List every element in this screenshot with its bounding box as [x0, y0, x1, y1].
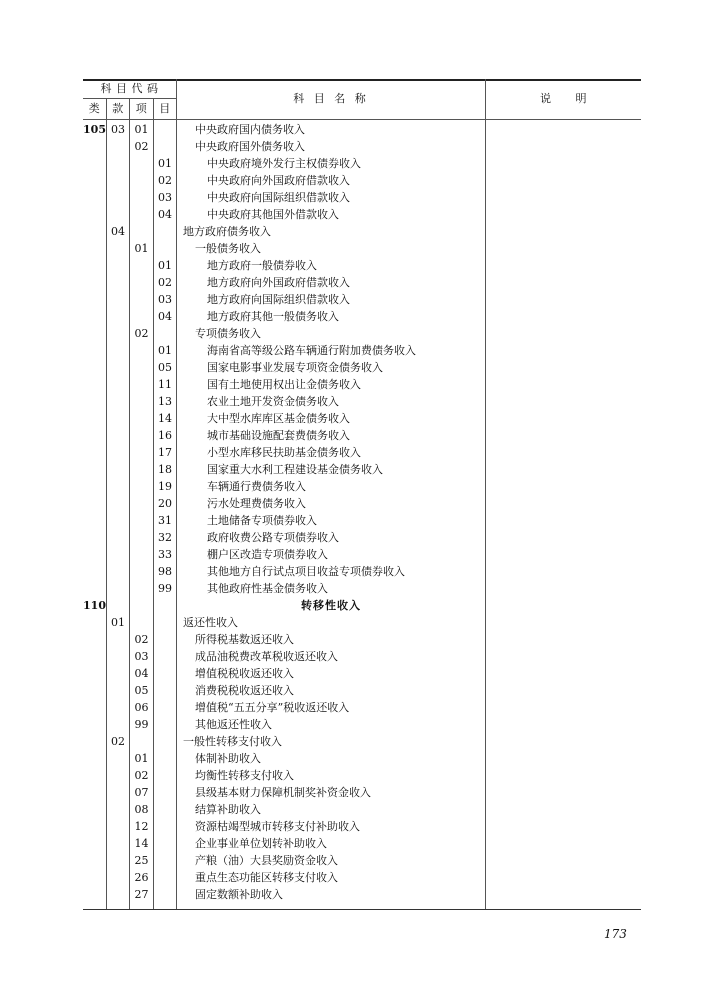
row-mu: 01	[158, 344, 172, 357]
row-xiang: 05	[134, 684, 149, 697]
row-name: 重点生态功能区转移支付收入	[195, 871, 338, 884]
row-mu: 20	[158, 497, 172, 510]
row-name: 地方政府债务收入	[183, 225, 271, 238]
row-xiang: 03	[134, 650, 149, 663]
row-xiang: 01	[134, 752, 149, 765]
header-code-group: 科 目 代 码	[100, 82, 159, 95]
row-xiang: 08	[134, 803, 149, 816]
row-name: 海南省高等级公路车辆通行附加费债务收入	[207, 344, 416, 357]
row-lei: 110	[83, 599, 106, 612]
row-name: 中央政府向外国政府借款收入	[207, 174, 350, 187]
row-name: 国有土地使用权出让金债务收入	[207, 378, 361, 391]
row-name: 体制补助收入	[195, 752, 261, 765]
row-name: 国家电影事业发展专项资金债务收入	[207, 361, 383, 374]
row-name: 中央政府其他国外借款收入	[207, 208, 339, 221]
row-name: 其他返还性收入	[195, 718, 272, 731]
row-name: 土地储备专项债券收入	[207, 514, 317, 527]
row-name: 小型水库移民扶助基金债务收入	[207, 446, 361, 459]
row-name: 中央政府境外发行主权债券收入	[207, 157, 361, 170]
row-mu: 31	[158, 514, 172, 527]
row-mu: 11	[158, 378, 172, 391]
row-name: 污水处理费债务收入	[207, 497, 306, 510]
row-xiang: 02	[134, 140, 149, 153]
row-name: 政府收费公路专项债券收入	[207, 531, 339, 544]
header-col-desc: 说 明	[540, 92, 587, 105]
row-name: 国家重大水利工程建设基金债务收入	[207, 463, 383, 476]
row-mu: 02	[158, 174, 172, 187]
row-mu: 33	[158, 548, 172, 561]
row-name: 返还性收入	[183, 616, 238, 629]
row-name: 增值税税收返还收入	[195, 667, 294, 680]
row-name: 其他政府性基金债务收入	[207, 582, 328, 595]
row-xiang: 25	[134, 854, 149, 867]
row-mu: 14	[158, 412, 172, 425]
header-bottom-rule	[83, 119, 641, 120]
row-name: 均衡性转移支付收入	[195, 769, 294, 782]
row-mu: 03	[158, 191, 172, 204]
row-mu: 04	[158, 208, 172, 221]
row-xiang: 26	[134, 871, 149, 884]
row-name: 所得税基数返还收入	[195, 633, 294, 646]
row-name: 大中型水库库区基金债务收入	[207, 412, 350, 425]
row-mu: 03	[158, 293, 172, 306]
row-xiang: 99	[134, 718, 149, 731]
header-col-xiang: 项	[135, 102, 148, 115]
row-xiang: 27	[134, 888, 149, 901]
row-xiang: 07	[134, 786, 149, 799]
row-mu: 05	[158, 361, 172, 374]
row-name: 固定数额补助收入	[195, 888, 283, 901]
row-name: 城市基础设施配套费债务收入	[207, 429, 350, 442]
row-name: 农业土地开发资金债务收入	[207, 395, 339, 408]
row-name: 增值税“五五分享”税收返还收入	[195, 701, 350, 714]
row-name: 资源枯竭型城市转移支付补助收入	[195, 820, 360, 833]
row-name: 企业事业单位划转补助收入	[195, 837, 327, 850]
row-mu: 02	[158, 276, 172, 289]
row-name: 中央政府国外债务收入	[195, 140, 305, 153]
row-name: 车辆通行费债务收入	[207, 480, 306, 493]
row-mu: 16	[158, 429, 172, 442]
col-divider-mu	[176, 79, 177, 909]
row-mu: 13	[158, 395, 172, 408]
row-xiang: 06	[134, 701, 149, 714]
header-col-mu: 目	[159, 102, 171, 115]
row-name: 结算补助收入	[195, 803, 261, 816]
row-name: 一般债务收入	[195, 242, 261, 255]
row-xiang: 02	[134, 769, 149, 782]
row-mu: 17	[158, 446, 172, 459]
row-name: 其他地方自行试点项目收益专项债券收入	[207, 565, 405, 578]
row-name: 地方政府其他一般债务收入	[207, 310, 339, 323]
row-name: 成品油税费改革税收返还收入	[195, 650, 338, 663]
row-xiang: 01	[134, 123, 149, 136]
row-xiang: 04	[134, 667, 149, 680]
row-name: 地方政府一般债券收入	[207, 259, 317, 272]
row-kuan: 01	[111, 616, 125, 629]
row-name: 转移性收入	[301, 599, 361, 612]
row-name: 一般性转移支付收入	[183, 735, 282, 748]
row-mu: 99	[158, 582, 172, 595]
row-xiang: 01	[134, 242, 149, 255]
row-name: 产粮（油）大县奖励资金收入	[195, 854, 338, 867]
subject-code-table	[83, 79, 641, 910]
col-divider-name	[485, 79, 486, 909]
row-kuan: 03	[111, 123, 125, 136]
row-name: 棚户区改造专项债券收入	[207, 548, 328, 561]
row-lei: 105	[83, 123, 106, 136]
row-xiang: 02	[134, 327, 149, 340]
row-mu: 04	[158, 310, 172, 323]
row-xiang: 02	[134, 633, 149, 646]
row-mu: 98	[158, 565, 172, 578]
row-kuan: 04	[111, 225, 125, 238]
row-name: 专项债务收入	[195, 327, 261, 340]
row-mu: 32	[158, 531, 172, 544]
row-name: 县级基本财力保障机制奖补资金收入	[195, 786, 371, 799]
row-name: 地方政府向国际组织借款收入	[207, 293, 350, 306]
header-col-kuan: 款	[112, 102, 124, 115]
row-name: 地方政府向外国政府借款收入	[207, 276, 350, 289]
row-xiang: 14	[134, 837, 149, 850]
row-xiang: 12	[134, 820, 149, 833]
row-kuan: 02	[111, 735, 125, 748]
row-mu: 01	[158, 259, 172, 272]
col-divider-lei	[106, 98, 107, 909]
row-name: 中央政府向国际组织借款收入	[207, 191, 350, 204]
header-col-name: 科 目 名 称	[293, 92, 369, 105]
row-name: 消费税税收返还收入	[195, 684, 294, 697]
header-col-lei: 类	[88, 102, 101, 115]
row-mu: 19	[158, 480, 172, 493]
row-name: 中央政府国内债务收入	[195, 123, 305, 136]
page-number: 173	[604, 927, 627, 941]
table-bottom-rule	[83, 909, 641, 910]
row-mu: 01	[158, 157, 172, 170]
row-mu: 18	[158, 463, 172, 476]
